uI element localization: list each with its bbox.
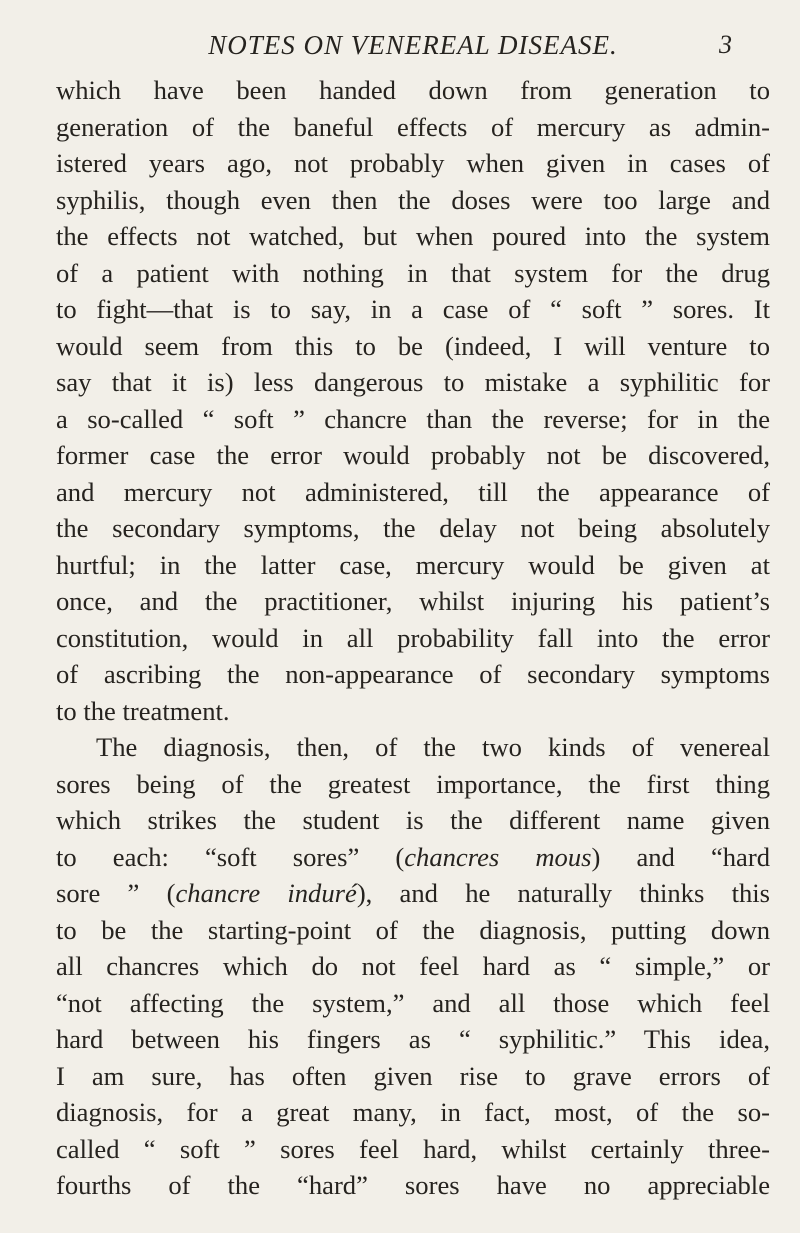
text-line: and mercury not administered, till the appearance of — [56, 476, 770, 507]
text-line: all chancres which do not feel hard as “ simple,” or — [56, 951, 770, 981]
text-line: the effects not watched, but when poured into the system — [56, 221, 770, 251]
running-title: NOTES ON VENEREAL DISEASE. — [208, 30, 618, 60]
page-number: 3 — [719, 30, 732, 59]
text-line: of ascribing the non-appearance of secondary symptoms — [56, 659, 770, 689]
text-segment: to each: “soft sores” ( — [56, 841, 405, 872]
text-line: fourths of the “hard” sores have no appreciable — [56, 1170, 770, 1200]
text-line: sores being of the greatest importance, the first thing — [56, 768, 770, 799]
paragraph-1 — [56, 72, 770, 729]
text-line: syphilis, though even then the doses were too large and — [56, 184, 770, 215]
text-line: of a patient with nothing in that system for the drug — [56, 257, 770, 288]
body-text — [56, 72, 770, 1204]
running-head — [56, 26, 770, 66]
text-segment: ) and “hard — [591, 841, 771, 872]
paragraph-2 — [56, 729, 770, 1204]
italic-term: chancres mous — [404, 841, 592, 872]
text-line: generation of the baneful effects of mercury as admin- — [56, 111, 770, 142]
text-line: “not affecting the system,” and all those which feel — [56, 987, 770, 1018]
text-line: to be the starting-point of the diagnosis, putting down — [56, 914, 770, 945]
text-line: a so-called “ soft ” chancre than the reverse; for in the — [56, 403, 770, 434]
text-line: to fight—that is to say, in a case of “ soft ” sores. It — [56, 294, 770, 324]
text-line: The diagnosis, then, of the two kinds of venereal — [96, 732, 770, 762]
text-line: former case the error would probably not be discovered, — [56, 440, 770, 470]
text-line: constitution, would in all probability fall into the error — [56, 622, 770, 653]
text-line: diagnosis, for a great many, in fact, most, of the so- — [56, 1097, 770, 1127]
text-line: istered years ago, not probably when given in cases of — [56, 148, 770, 178]
text-line: the secondary symptoms, the delay not being absolutely — [56, 513, 770, 543]
text-line-with-italic — [56, 875, 770, 912]
text-line: called “ soft ” sores feel hard, whilst certainly three- — [56, 1133, 770, 1164]
italic-term: chancre induré — [175, 878, 357, 908]
text-line: hard between his fingers as “ syphilitic.” This idea, — [56, 1024, 770, 1054]
text-line: would seem from this to be (indeed, I will venture to — [56, 330, 770, 361]
text-line: to the treatment. — [56, 695, 230, 726]
text-line: which strikes the student is the different name given — [56, 805, 770, 835]
text-line: hurtful; in the latter case, mercury would be given at — [56, 549, 770, 580]
text-line: once, and the practitioner, whilst injuring his patient’s — [56, 586, 770, 616]
text-line: I am sure, has often given rise to grave errors of — [56, 1060, 770, 1091]
text-segment: ), and he naturally thinks this — [356, 878, 770, 908]
text-line: which have been handed down from generation to — [56, 75, 770, 105]
text-segment: sore ” ( — [56, 878, 176, 908]
text-line-with-italic — [56, 839, 770, 876]
text-line: say that it is) less dangerous to mistake a syphilitic for — [56, 367, 770, 397]
